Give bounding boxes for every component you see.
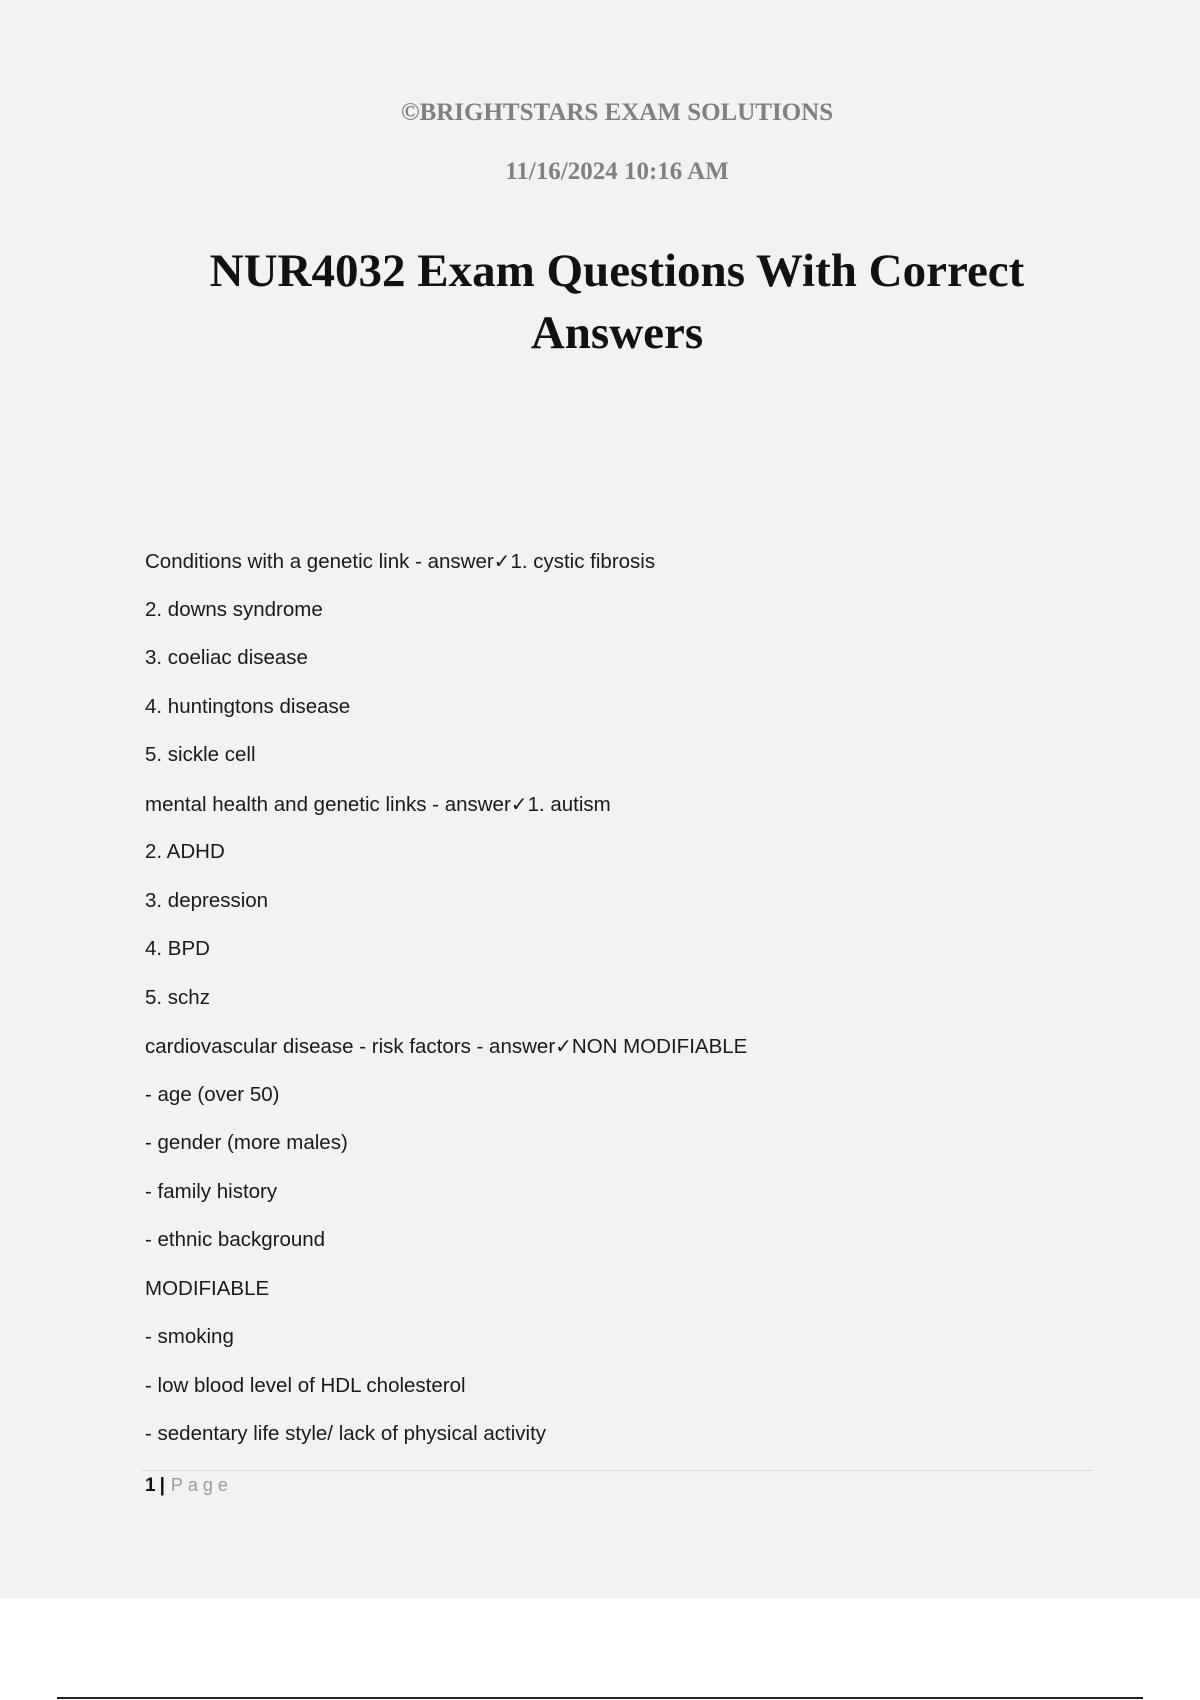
line-text: Conditions with a genetic link - answer: [145, 550, 494, 573]
page-label: Page: [170, 1475, 233, 1495]
answer-text: 1. autism: [527, 792, 611, 816]
line-text: - smoking: [145, 1325, 234, 1348]
line-text: 2. downs syndrome: [145, 597, 323, 621]
text-line: [145, 596, 747, 645]
line-text: mental health and genetic links - answer: [145, 792, 511, 816]
checkmark-icon: ✓: [555, 1034, 572, 1058]
text-line: [145, 984, 747, 1033]
text-line: [145, 1372, 747, 1421]
line-text: - sedentary life style/ lack of physical activity: [145, 1422, 547, 1445]
answer-text: NON MODIFIABLE: [571, 1035, 748, 1058]
line-text: 3. depression: [145, 888, 269, 912]
line-text: cardiovascular disease - risk factors - answer: [145, 1035, 556, 1058]
text-line: [145, 1275, 747, 1324]
text-line: [145, 1420, 747, 1469]
line-text: 5. sickle cell: [145, 743, 256, 766]
text-line: [145, 1323, 747, 1372]
checkmark-icon: ✓: [510, 791, 528, 816]
line-text: 2. ADHD: [145, 840, 225, 863]
text-line: [145, 741, 747, 790]
line-text: 4. huntingtons disease: [145, 694, 351, 718]
text-line: [145, 1129, 747, 1178]
company-header: ©BRIGHTSTARS EXAM SOLUTIONS: [400, 99, 834, 126]
text-line: [145, 1178, 747, 1227]
question-answer-list: [145, 547, 747, 1469]
text-line: [145, 1032, 747, 1081]
text-line: [145, 693, 747, 742]
line-text: - gender (more males): [145, 1131, 348, 1154]
line-text: - low blood level of HDL cholesterol: [145, 1373, 466, 1397]
text-line: [145, 838, 747, 887]
bottom-divider: [57, 1697, 1143, 1699]
line-text: - family history: [145, 1179, 278, 1203]
line-text: MODIFIABLE: [145, 1276, 270, 1300]
document-title: NUR4032 Exam Questions With Correct Answers: [209, 245, 1025, 359]
text-line: [145, 790, 747, 839]
footer-separator: |: [159, 1475, 165, 1496]
text-line: [145, 644, 747, 693]
page-number: 1: [145, 1475, 156, 1496]
line-text: - age (over 50): [145, 1082, 280, 1106]
text-line: [145, 1226, 747, 1275]
text-line: [145, 547, 747, 596]
text-line: [145, 1081, 747, 1130]
line-text: - ethnic background: [145, 1228, 326, 1251]
checkmark-icon: ✓: [493, 549, 511, 573]
text-line: [145, 887, 747, 936]
line-text: 3. coeliac disease: [145, 646, 308, 669]
answer-text: 1. cystic fibrosis: [510, 550, 656, 573]
line-text: 5. schz: [145, 985, 210, 1009]
timestamp-header: 11/16/2024 10:16 AM: [505, 158, 729, 185]
page-footer: [145, 1473, 233, 1498]
text-line: [145, 935, 747, 984]
line-text: 4. BPD: [145, 937, 210, 960]
footer-divider: [142, 1470, 1092, 1471]
